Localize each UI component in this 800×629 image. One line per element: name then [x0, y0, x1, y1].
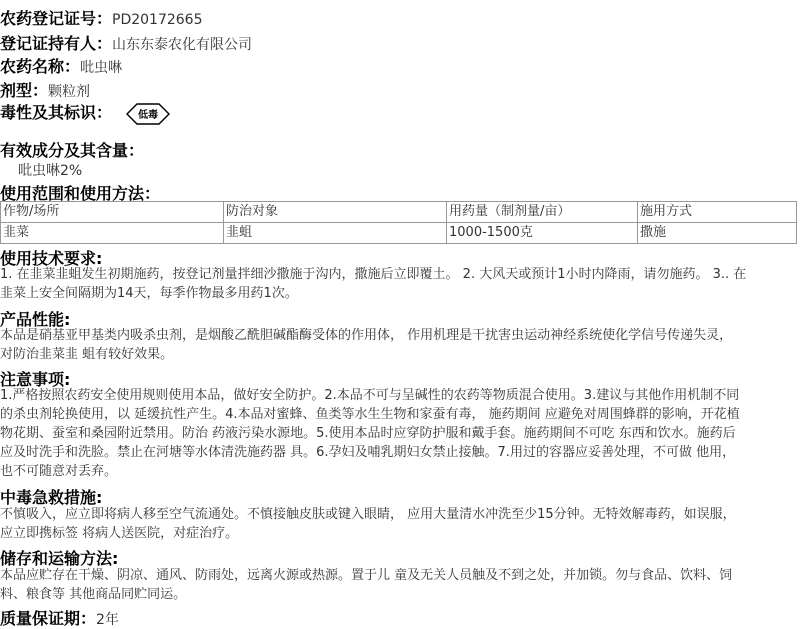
ingredients-value: 吡虫啉2% — [18, 163, 83, 179]
table-row — [1, 223, 797, 244]
storage-text — [0, 566, 796, 604]
registration-holder-value: 山东东泰农化有限公司 — [112, 37, 253, 53]
toxicity-badge-text: 低毒 — [138, 109, 159, 121]
first-aid-text — [0, 505, 796, 543]
precautions-title: 注意事项: — [0, 370, 71, 389]
registration-number — [0, 6, 203, 29]
storage-title: 储存和运输方法: — [0, 549, 119, 568]
pesticide-name-value: 吡虫啉 — [80, 60, 123, 76]
toxicity — [0, 100, 171, 126]
usage-header-method: 施用方式 — [638, 202, 797, 223]
registration-number-value: PD20172665 — [112, 12, 203, 28]
technical-line: 韭菜上安全间隔期为14天，每季作物最多用药1次。 — [0, 286, 298, 301]
technical-title: 使用技术要求: — [0, 249, 103, 268]
formulation-value: 颗粒剂 — [48, 84, 91, 100]
toxicity-label: 毒性及其标识： — [0, 103, 113, 122]
precautions-line: 也不可随意对丢弃。 — [0, 464, 118, 479]
warranty-label: 质量保证期： — [0, 609, 97, 628]
pesticide-name-label: 农药名称： — [0, 57, 81, 76]
formulation-label: 剂型： — [0, 81, 49, 100]
toxicity-diamond-icon — [125, 102, 171, 126]
storage-line: 料、粮食等 其他商品同贮同运。 — [0, 587, 187, 602]
usage-header-crop: 作物/场所 — [1, 202, 224, 223]
performance-text — [0, 326, 796, 364]
ingredients-title: 有效成分及其含量： — [0, 141, 145, 160]
usage-cell-dosage: 1000-1500克 — [447, 223, 638, 244]
precautions-line: 应及时洗手和洗脸。禁止在河塘等水体清洗施药器 具。6.孕妇及哺乳期妇女禁止接触。7.用过的容器应妥善处理，不可做 他用， — [0, 445, 736, 460]
precautions-line: 物花期、蚕室和桑园附近禁用。防治 药液污染水源地。5.使用本品时应穿防护服和戴手套。施药期间不可吃 东西和饮水。施药后 — [0, 426, 736, 441]
usage-header-dosage: 用药量（制剂量/亩） — [447, 202, 638, 223]
first-aid-line: 应立即携标签 将病人送医院，对症治疗。 — [0, 526, 239, 541]
technical-line: 1. 在韭菜韭蛆发生初期施药，按登记剂量拌细沙撒施于沟内，撒施后立即覆土。 2. 大风天或预计1小时内降雨，请勿施药。 3.. 在 — [0, 267, 747, 282]
performance-line: 本品是硝基亚甲基类内吸杀虫剂，是烟酸乙酰胆碱酯酶受体的作用体， 作用机理是干扰害虫运动神经系统使化学信号传递失灵， — [0, 328, 733, 343]
usage-table — [0, 201, 797, 244]
precautions-text — [0, 386, 796, 481]
performance-title: 产品性能: — [0, 310, 71, 329]
warranty — [0, 606, 119, 629]
storage-line: 本品应贮存在干燥、阴凉、通风、防雨处，远离火源或热源。置于儿 童及无关人员触及不到之处，并加锁。勿与食品、饮料、饲 — [0, 568, 733, 583]
usage-cell-target: 韭蛆 — [224, 223, 447, 244]
usage-cell-method: 撒施 — [638, 223, 797, 244]
registration-holder — [0, 31, 252, 54]
precautions-line: 1.严格按照农药安全使用规则使用本品，做好安全防护。2.本品不可与呈碱性的农药等物质混合使用。3.建议与其他作用机制不同 — [0, 388, 740, 403]
registration-number-label: 农药登记证号： — [0, 9, 113, 28]
registration-holder-label: 登记证持有人： — [0, 34, 113, 53]
usage-title: 使用范围和使用方法： — [0, 184, 161, 203]
pesticide-name — [0, 54, 122, 77]
usage-table-header — [1, 202, 797, 223]
usage-cell-crop: 韭菜 — [1, 223, 224, 244]
precautions-line: 的杀虫剂轮换使用，以 延缓抗性产生。4.本品对蜜蜂、鱼类等水生生物和家蚕有毒， 施药期间 应避免对周围蜂群的影响，开花植 — [0, 407, 740, 422]
first-aid-title: 中毒急救措施: — [0, 488, 103, 507]
first-aid-line: 不慎吸入，应立即将病人移至空气流通处。不慎接触皮肤或键入眼睛， 应用大量清水冲洗至少15分钟。无特效解毒药，如误服， — [0, 507, 736, 522]
usage-header-target: 防治对象 — [224, 202, 447, 223]
technical-text — [0, 265, 796, 303]
formulation — [0, 78, 90, 101]
warranty-value: 2年 — [96, 612, 119, 628]
performance-line: 对防治韭菜韭 蛆有较好效果。 — [0, 347, 174, 362]
